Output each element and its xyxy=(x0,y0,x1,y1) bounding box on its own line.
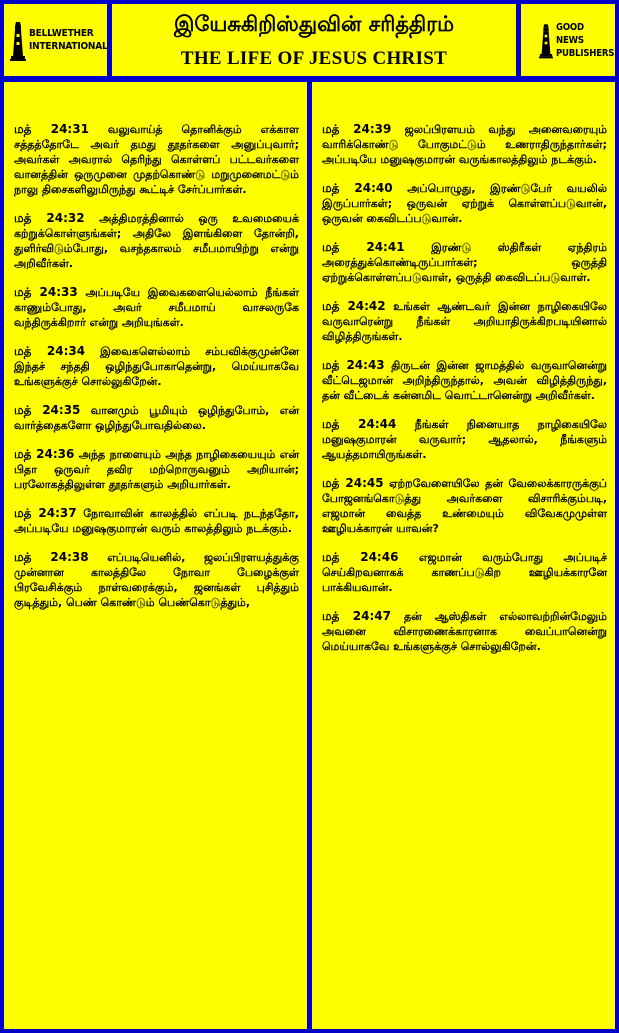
verse-left-4 xyxy=(14,403,299,433)
bellwether-logo-text xyxy=(29,27,108,53)
verse-right-8 xyxy=(322,609,607,654)
verse-reference: மத் 24:46 xyxy=(322,550,399,564)
verse-text: உங்கள் ஆண்டவர் இன்ன நாழிகையிலே வருவாரென்று நீங்கள் அறியாதிருக்கிறபடியினால் விழித்திருங்கள். xyxy=(322,300,607,343)
verse-reference: மத் 24:41 xyxy=(322,240,405,254)
verse-left-5 xyxy=(14,447,299,492)
verse-text: அப்படியே இவைகளையெல்லாம் நீங்கள் காணும்போது, அவர் சமீபமாய் வாசலருகே வந்திருக்கிறார் என்று அறியுங்கள். xyxy=(14,286,299,329)
verse-text: எஜமான் வரும்போது அப்படிச் செய்கிறவனாகக் காணப்படுகிற ஊழியக்காரனே பாக்கியவான். xyxy=(322,551,607,594)
bellwether-line2: INTERNATIONAL xyxy=(29,41,108,52)
verse-right-6 xyxy=(322,476,607,536)
left-column xyxy=(4,82,307,1029)
verse-left-2 xyxy=(14,285,299,330)
title-english: THE LIFE OF JESUS CHRIST xyxy=(180,48,448,69)
title-tamil: இயேசுகிறிஸ்துவின் சரித்திரம் xyxy=(173,12,455,36)
verse-text: இரண்டு ஸ்திரீகள் ஏந்திரம் அரைத்துக்கொண்டிருப்பார்கள்; ஒருத்தி ஏற்றுக்கொள்ளப்படுவாள், ஒருத்தி கைவிடப்படுவாள். xyxy=(322,241,607,284)
bellwether-line1: BELLWETHER xyxy=(29,28,94,39)
good-news-logo xyxy=(521,4,615,76)
verse-left-1 xyxy=(14,211,299,271)
verse-text: திருடன் இன்ன ஜாமத்தில் வருவானென்று வீட்டெஜமான் அறிந்திருந்தால், அவன் விழித்திருந்து, தன் வீட்டைக் கன்னமிட வொட்டானென்று அறிவீர்கள். xyxy=(322,359,607,402)
good-news-line2: PUBLISHERS xyxy=(556,47,615,59)
verse-text: அப்பொழுது, இரண்டுபேர் வயலில் இருப்பார்கள்; ஒருவன் ஏற்றுக் கொள்ளப்படுவான், ஒருவன் கைவிடப்படுவான். xyxy=(322,182,607,225)
verse-reference: மத் 24:39 xyxy=(322,122,392,136)
verse-reference: மத் 24:33 xyxy=(14,285,78,299)
verse-left-0 xyxy=(14,122,299,197)
verse-left-6 xyxy=(14,506,299,536)
verse-text: நோவாவின் காலத்தில் எப்படி நடந்ததோ, அப்படியே மனுஷகுமாரன் வரும் காலத்திலும் நடக்கும். xyxy=(14,507,299,535)
verse-text: எப்படியெனில், ஜலப்பிரளயத்துக்கு முன்னான காலத்திலே நோவா பேழைக்குள் பிரவேசிக்கும் நாள்வரைக்கும், ஜனங்கள் புசித்தும் குடித்தும், பெண் கொண்டும் பெண்கொடுத்தும், xyxy=(14,551,299,609)
verse-reference: மத் 24:43 xyxy=(322,358,385,372)
verse-reference: மத் 24:40 xyxy=(322,181,393,195)
verse-text: இவைகளெல்லாம் சம்பவிக்குமுன்னே இந்தச் சந்ததி ஒழிந்துபோகாதென்று, மெய்யாகவே உங்களுக்குச் சொல்லுகிறேன். xyxy=(14,345,299,388)
verse-text: வலுவாய்த் தொனிக்கும் எக்காள சத்தத்தோடே அவர் தமது தூதர்களை அனுப்புவார்; அவர்கள் அவரால் தெரிந்து கொள்ளப் பட்டவர்களை வானத்தின் ஒருமுனை முதற்கொண்டு மறுமுனைமட்டும் நாலு திசைகளிலுமிருந்து கூட்டிச் சேர்ப்பார்கள். xyxy=(14,123,299,196)
verse-left-7 xyxy=(14,550,299,610)
verse-text: வானமும் பூமியும் ஒழிந்துபோம், என் வார்த்தைகளோ ஒழிந்துபோவதில்லை. xyxy=(14,404,299,432)
verse-reference: மத் 24:31 xyxy=(14,122,89,136)
verse-text: தன் ஆஸ்திகள் எல்லாவற்றின்மேலும் அவனை விசாரணைக்காரனாக வைப்பானென்று மெய்யாகவே உங்களுக்குச் சொல்லுகிறேன். xyxy=(322,610,607,653)
lighthouse-icon xyxy=(539,18,553,62)
verse-right-4 xyxy=(322,358,607,403)
good-news-logo-text xyxy=(556,21,614,60)
bellwether-logo xyxy=(4,4,107,76)
lighthouse-icon xyxy=(10,18,26,62)
verse-right-3 xyxy=(322,299,607,344)
right-column xyxy=(312,82,615,1029)
verse-reference: மத் 24:35 xyxy=(14,403,81,417)
verse-right-7 xyxy=(322,550,607,595)
verse-reference: மத் 24:36 xyxy=(14,447,75,461)
verse-right-0 xyxy=(322,122,607,167)
verse-reference: மத் 24:42 xyxy=(322,299,386,313)
verse-left-3 xyxy=(14,344,299,389)
verse-text: ஜலப்பிரளயம் வந்து அனைவரையும் வாரிக்கொண்டு போகுமட்டும் உணராதிருந்தார்கள்; அப்படியே மனுஷகுமாரன் வருங்காலத்திலும் நடக்கும். xyxy=(322,123,607,166)
verse-reference: மத் 24:37 xyxy=(14,506,77,520)
verse-right-5 xyxy=(322,417,607,462)
verse-reference: மத் 24:47 xyxy=(322,609,391,623)
verse-reference: மத் 24:44 xyxy=(322,417,397,431)
verse-text: நீங்கள் நினையாத நாழிகையிலே மனுஷகுமாரன் வருவார்; ஆதலால், நீங்களும் ஆயத்தமாயிருங்கள். xyxy=(322,418,607,461)
verse-reference: மத் 24:38 xyxy=(14,550,89,564)
verse-reference: மத் 24:34 xyxy=(14,344,86,358)
verse-reference: மத் 24:32 xyxy=(14,211,85,225)
good-news-line1: GOOD NEWS xyxy=(556,21,584,46)
verse-text: அந்த நாளையும் அந்த நாழிகையையும் என் பிதா ஒருவர் தவிர மற்றொருவனும் அறியான்; பரலோகத்திலுள்ள தூதர்களும் அறியார்கள். xyxy=(14,448,299,491)
verse-text: ஏற்றவேளையிலே தன் வேலைக்காரருக்குப் போஜனங்கொடுத்து அவர்களை விசாரிக்கும்படி, எஜமான் வைத்த உண்மையும் விவேகமுமுள்ள ஊழியக்காரன் யாவன்? xyxy=(322,477,607,535)
verse-reference: மத் 24:45 xyxy=(322,476,384,490)
verse-text: அத்திமரத்தினால் ஒரு உவமையைக் கற்றுக்கொள்ளுங்கள்; அதிலே இளங்கிளை தோன்றி, துளிர்விடும்போது, வசந்தகாலம் சமீபமாயிற்று என்று அறிவீர்கள். xyxy=(14,212,299,270)
verse-right-2 xyxy=(322,240,607,285)
verse-right-1 xyxy=(322,181,607,226)
title-banner xyxy=(112,4,516,76)
